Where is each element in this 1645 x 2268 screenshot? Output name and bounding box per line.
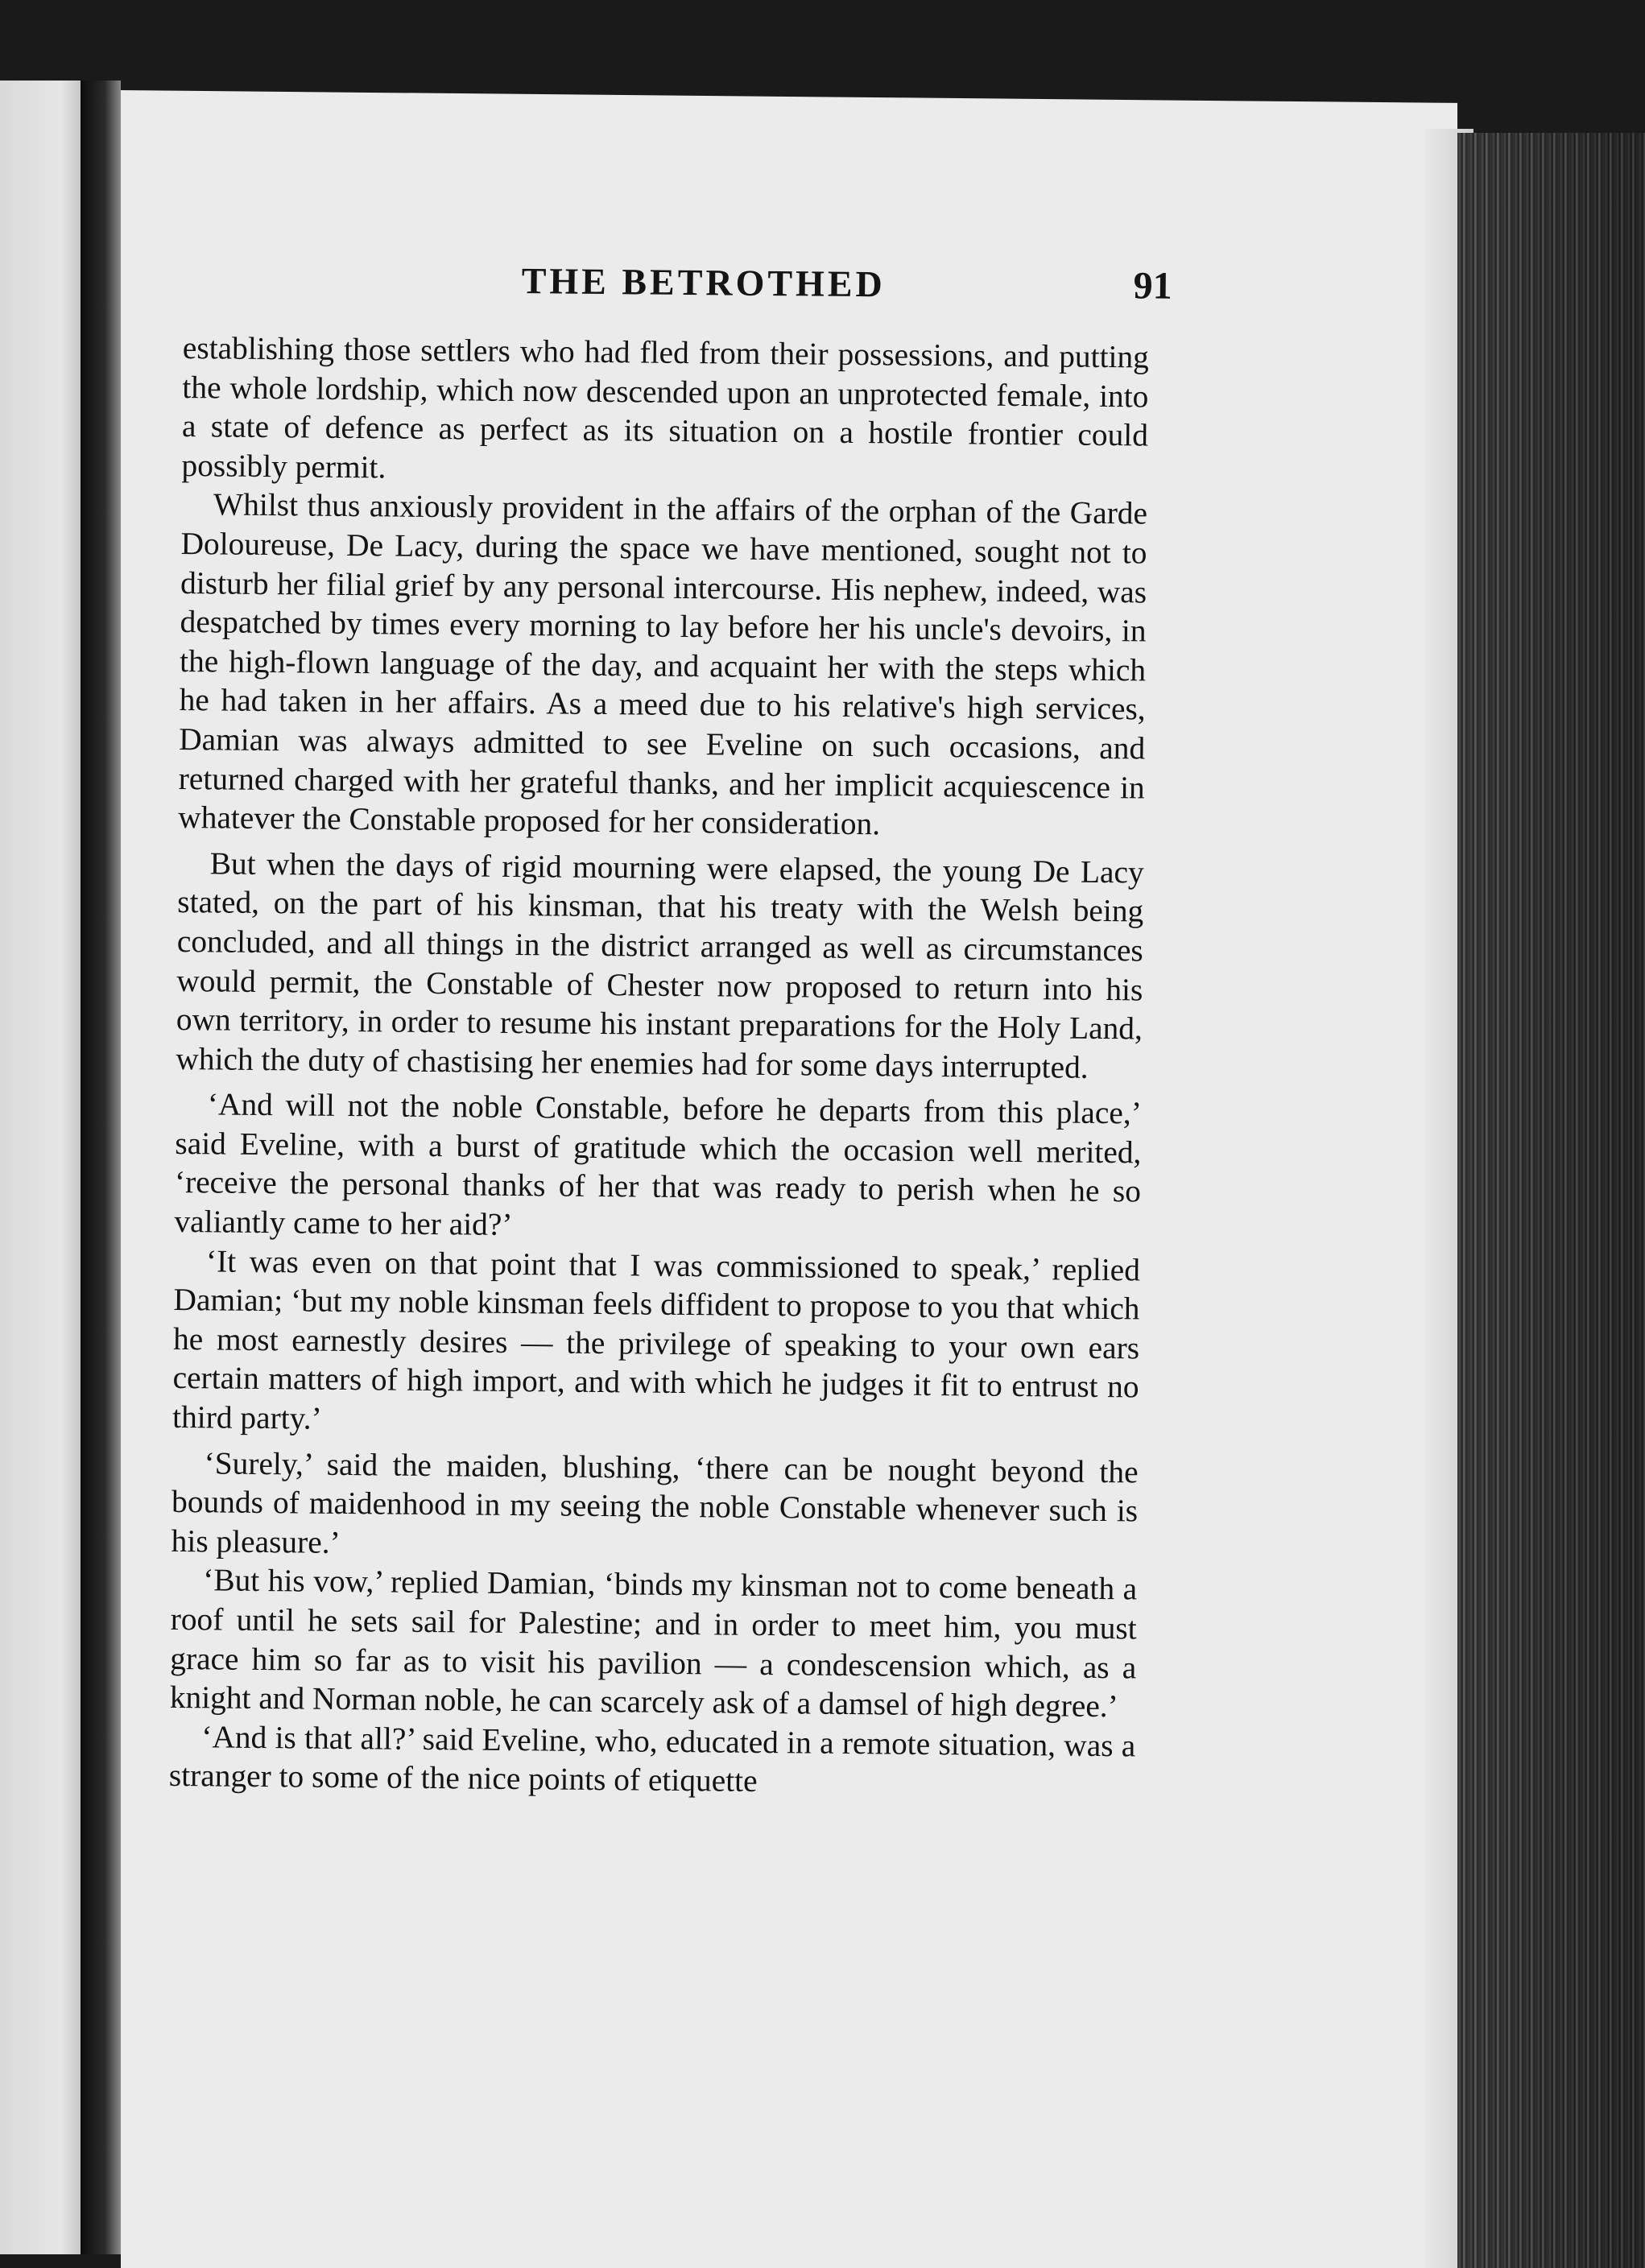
running-title: THE BETROTHED [521,260,887,305]
book-gutter-shadow [81,81,121,2254]
previous-page-edge [0,81,87,2254]
fore-edge-shadow [1457,133,1645,2268]
page-number: 91 [1133,264,1172,308]
paragraph: ‘But his vow,’ replied Damian, ‘binds my kinsman not to come beneath a roof until he sets sail for Palestine; and in order to meet him, you must grace him so far as to visit his pavilion — a condescension which, as a knight and Norman noble, he can scarcely ask of a damsel of high degree.’ [169,1562,1138,1725]
page-text-block [168,256,1172,1804]
paragraph: ‘Surely,’ said the maiden, blushing, ‘there can be nought beyond the bounds of maidenhood in my seeing the noble Constable whenever such is his pleasure.’ [171,1444,1139,1560]
paragraph: ‘And is that all?’ said Eveline, who, educated in a remote situation, was a stranger to some of the nice points of etiquette [168,1719,1136,1799]
paragraph: ‘It was even on that point that I was commissioned to speak,’ replied Damian; ‘but my noble kinsman feels diffident to propose to you that which he most earnestly desires — the privilege of speaking to your own ears certain matters of high import, and with which he judges it fit to entrust no third party.’ [172,1242,1141,1436]
body-text [169,328,1149,1804]
running-head [183,256,1172,338]
paragraph: But when the days of rigid mourning were elapsed, the young De Lacy stated, on the part of his kinsman, that his treaty with the Welsh being concluded, and all things in the district arranged as well as circumstances would permit, the Constable of Chester now proposed to return into his own territory, in order to resume his instant preparations for the Holy Land, which the duty of chastising her enemies had for some days interrupted. [176,845,1144,1085]
paragraph: establishing those settlers who had fled from their possessions, and putting the whole lordship, which now descended upon an unprotected female, into a state of defence as perfect as its situation on a hostile frontier could possibly permit. [181,329,1150,485]
paragraph: ‘And will not the noble Constable, before he departs from this place,’ said Eveline, with a burst of gratitude which the occasion well merited, ‘receive the personal thanks of her that was ready to perish when he so valiantly came to her aid?’ [174,1086,1143,1243]
paragraph: Whilst thus anxiously provident in the affairs of the orphan of the Garde Doloureuse, De Lacy, during the space we have mentioned, sought not to disturb her filial grief by any personal intercourse. His nephew, indeed, was despatched by times every morning to lay before her his uncle's devoirs, in the high-flown language of the day, and acquaint her with the steps which he had taken in her affairs. As a meed due to his relative's high services, Damian was always admitted to see Eveline on such occasions, and returned charged with her grateful thanks, and her implicit acquiescence in whatever the Constable proposed for her consideration. [178,486,1148,842]
